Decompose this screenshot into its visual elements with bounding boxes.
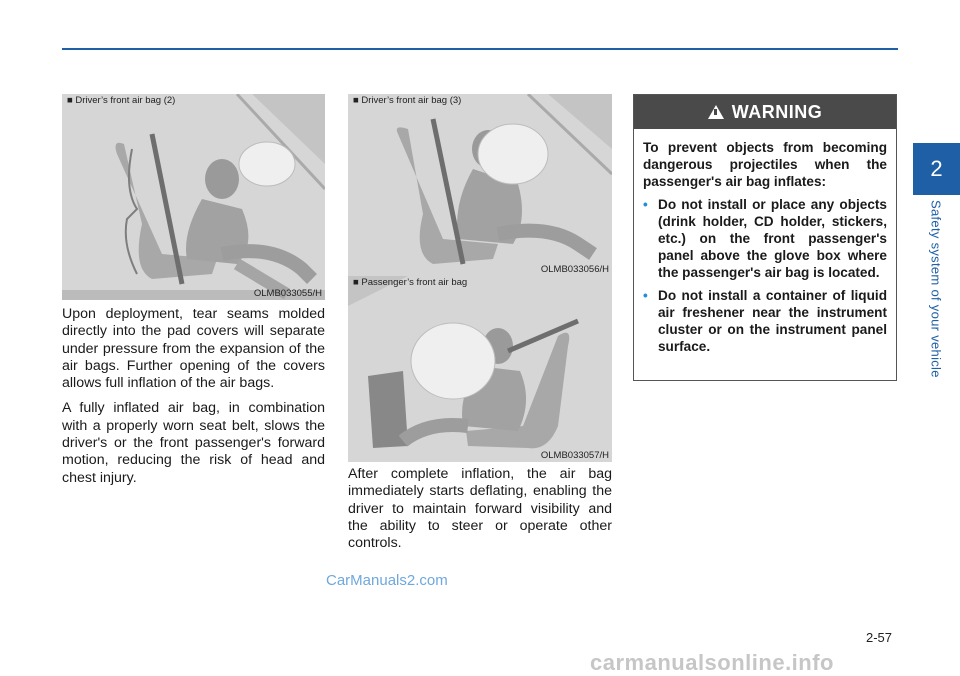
figure-caption: ■ Driver’s front air bag (2) — [67, 95, 176, 106]
carmanuals-watermark: CarManuals2.com — [326, 572, 448, 589]
bullet-icon: • — [643, 288, 648, 303]
figure-caption: ■ Passenger’s front air bag — [353, 277, 468, 288]
site-watermark: carmanualsonline.info — [590, 650, 834, 675]
warning-intro: To prevent objects from becoming dangerous projectiles when the passenger's air bag inflates: — [643, 140, 887, 189]
warning-header — [634, 95, 896, 129]
page-number: 2-57 — [866, 630, 893, 645]
warning-item — [643, 196, 887, 281]
paragraph: Upon deployment, tear seams molded directly into the pad covers will separate under pressure from the expansion of the air bags. Further opening of the covers allows full inflation of the air bags. — [62, 306, 325, 392]
figure-caption: ■ Driver’s front air bag (3) — [353, 95, 462, 106]
warning-item — [643, 287, 887, 355]
figure-code: OLMB033056/H — [540, 264, 609, 275]
driver-airbag-deployed-illustration — [348, 94, 612, 276]
left-column-text — [62, 306, 325, 495]
warning-item-text: Do not install or place any objects (drink holder, CD holder, stickers, etc.) on the front passenger's panel above the glove box where the passenger's air bag is located. — [658, 197, 887, 280]
warning-list — [643, 196, 887, 355]
warning-box — [633, 94, 897, 381]
paragraph: A fully inflated air bag, in combination with a properly worn seat belt, slows the driver's or the front passenger's forward motion, reducing the risk of head and chest injury. — [62, 400, 325, 486]
chapter-title-text: Safety system of your vehicle — [928, 200, 944, 378]
bullet-icon: • — [643, 197, 648, 212]
warning-body — [634, 129, 896, 355]
warning-item-text: Do not install a container of liquid air freshener near the instrument cluster or on the instrument panel surface. — [658, 288, 887, 354]
middle-column-text — [348, 466, 612, 560]
chapter-number-tab: 2 — [913, 143, 960, 195]
figure-code: OLMB033055/H — [253, 288, 322, 299]
warning-title: WARNING — [731, 101, 823, 122]
figure-driver-airbag-3 — [348, 94, 612, 276]
driver-airbag-illustration — [62, 94, 325, 300]
warning-triangle-icon — [708, 105, 724, 119]
header-rule — [62, 48, 898, 50]
figure-passenger-airbag — [348, 276, 612, 462]
paragraph: After complete inflation, the air bag immediately starts deflating, enabling the driver to maintain forward visibility and the ability to steer or operate other controls. — [348, 466, 612, 552]
figure-driver-airbag-2 — [62, 94, 325, 300]
figure-code: OLMB033057/H — [540, 450, 609, 461]
passenger-airbag-illustration — [348, 276, 612, 462]
